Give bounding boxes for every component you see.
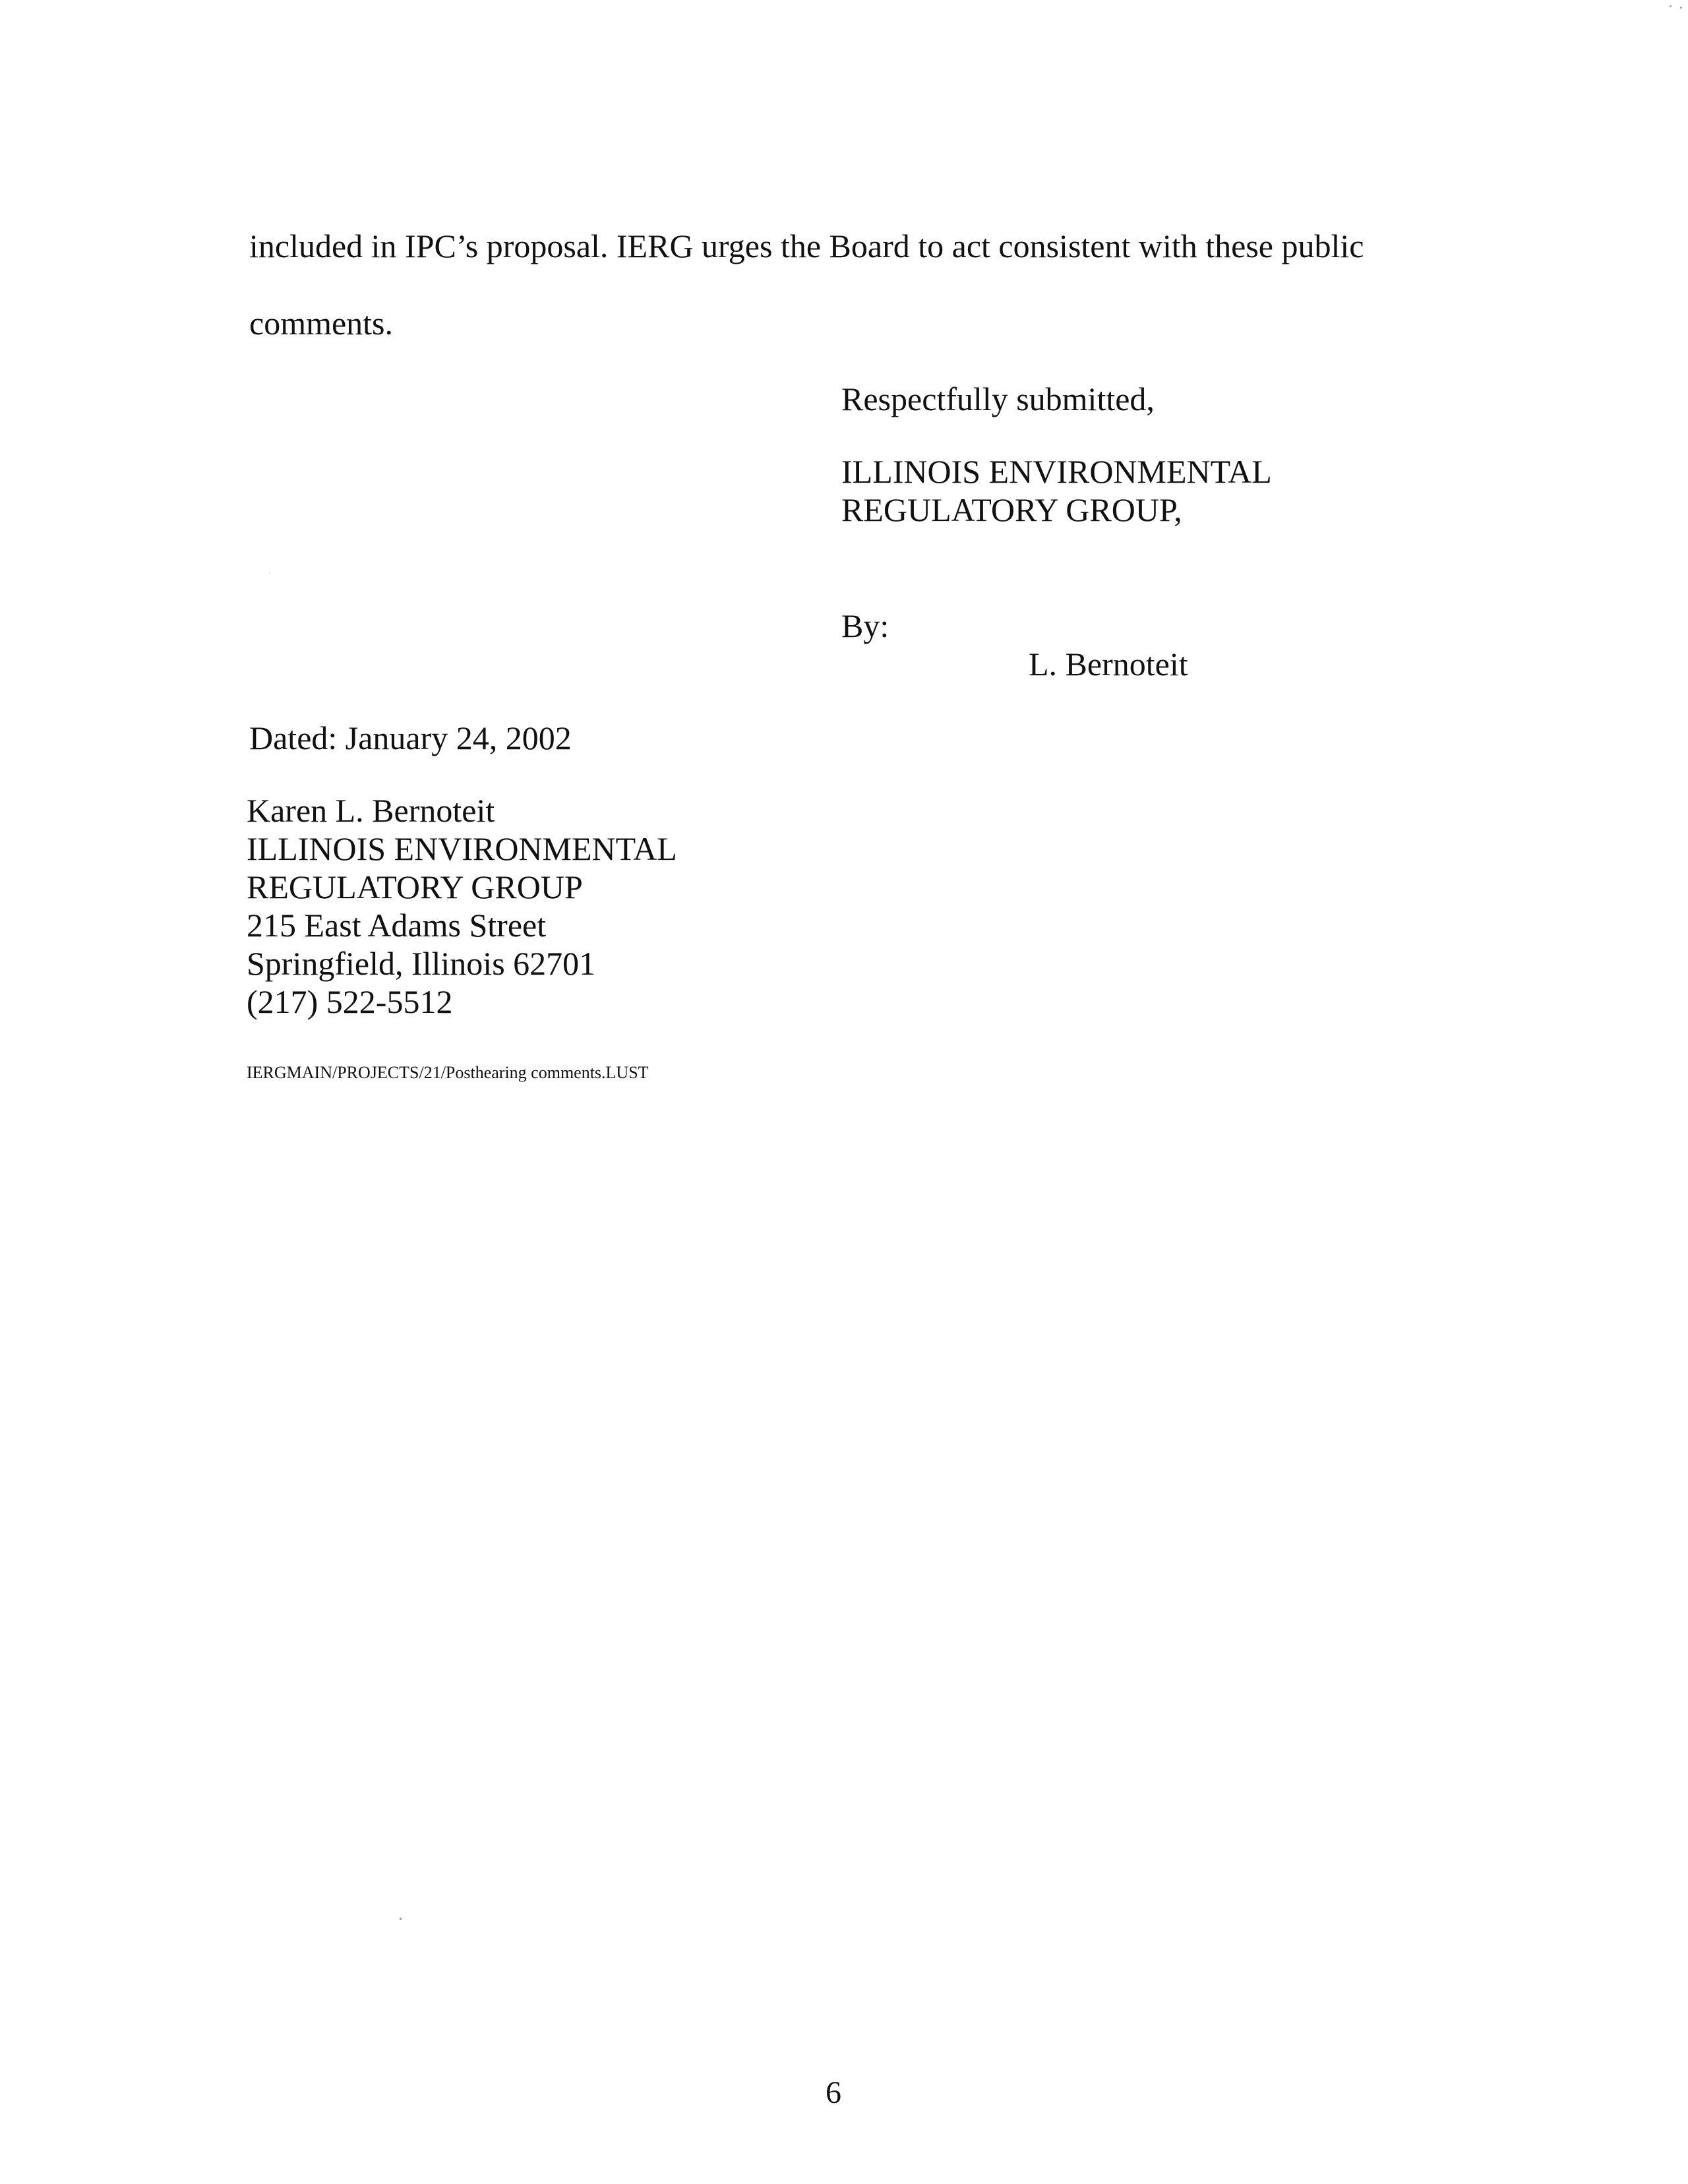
contact-block (247, 791, 677, 1021)
scan-speck (1680, 7, 1682, 9)
scan-speck (269, 572, 270, 574)
by-label: By: (841, 607, 889, 644)
signatory-organization-line-2: REGULATORY GROUP, (841, 491, 1182, 528)
page-number: 6 (826, 2075, 841, 2110)
contact-organization-line-2: REGULATORY GROUP (247, 868, 583, 905)
contact-city: Springfield, Illinois 62701 (247, 945, 596, 982)
contact-phone: (217) 522-5512 (247, 983, 453, 1020)
closing-salutation: Respectfully submitted, (841, 380, 1155, 417)
contact-street: 215 East Adams Street (247, 907, 547, 944)
signatory-organization (841, 452, 1272, 529)
contact-organization-line-1: ILLINOIS ENVIRONMENTAL (247, 830, 677, 867)
body-text-line-2: comments. (249, 305, 394, 342)
signatory-organization-line-1: ILLINOIS ENVIRONMENTAL (841, 453, 1272, 490)
scan-speck (1670, 5, 1672, 7)
dated-line: Dated: January 24, 2002 (249, 719, 572, 756)
body-text-line-1: included in IPC’s proposal. IERG urges the Board to act consistent with these public (249, 228, 1364, 264)
contact-name: Karen L. Bernoteit (247, 792, 495, 829)
signature-name: L. Bernoteit (1029, 646, 1188, 682)
file-path: IERGMAIN/PROJECTS/21/Posthearing comments.LUST (247, 1063, 649, 1082)
scan-speck (400, 1918, 402, 1920)
